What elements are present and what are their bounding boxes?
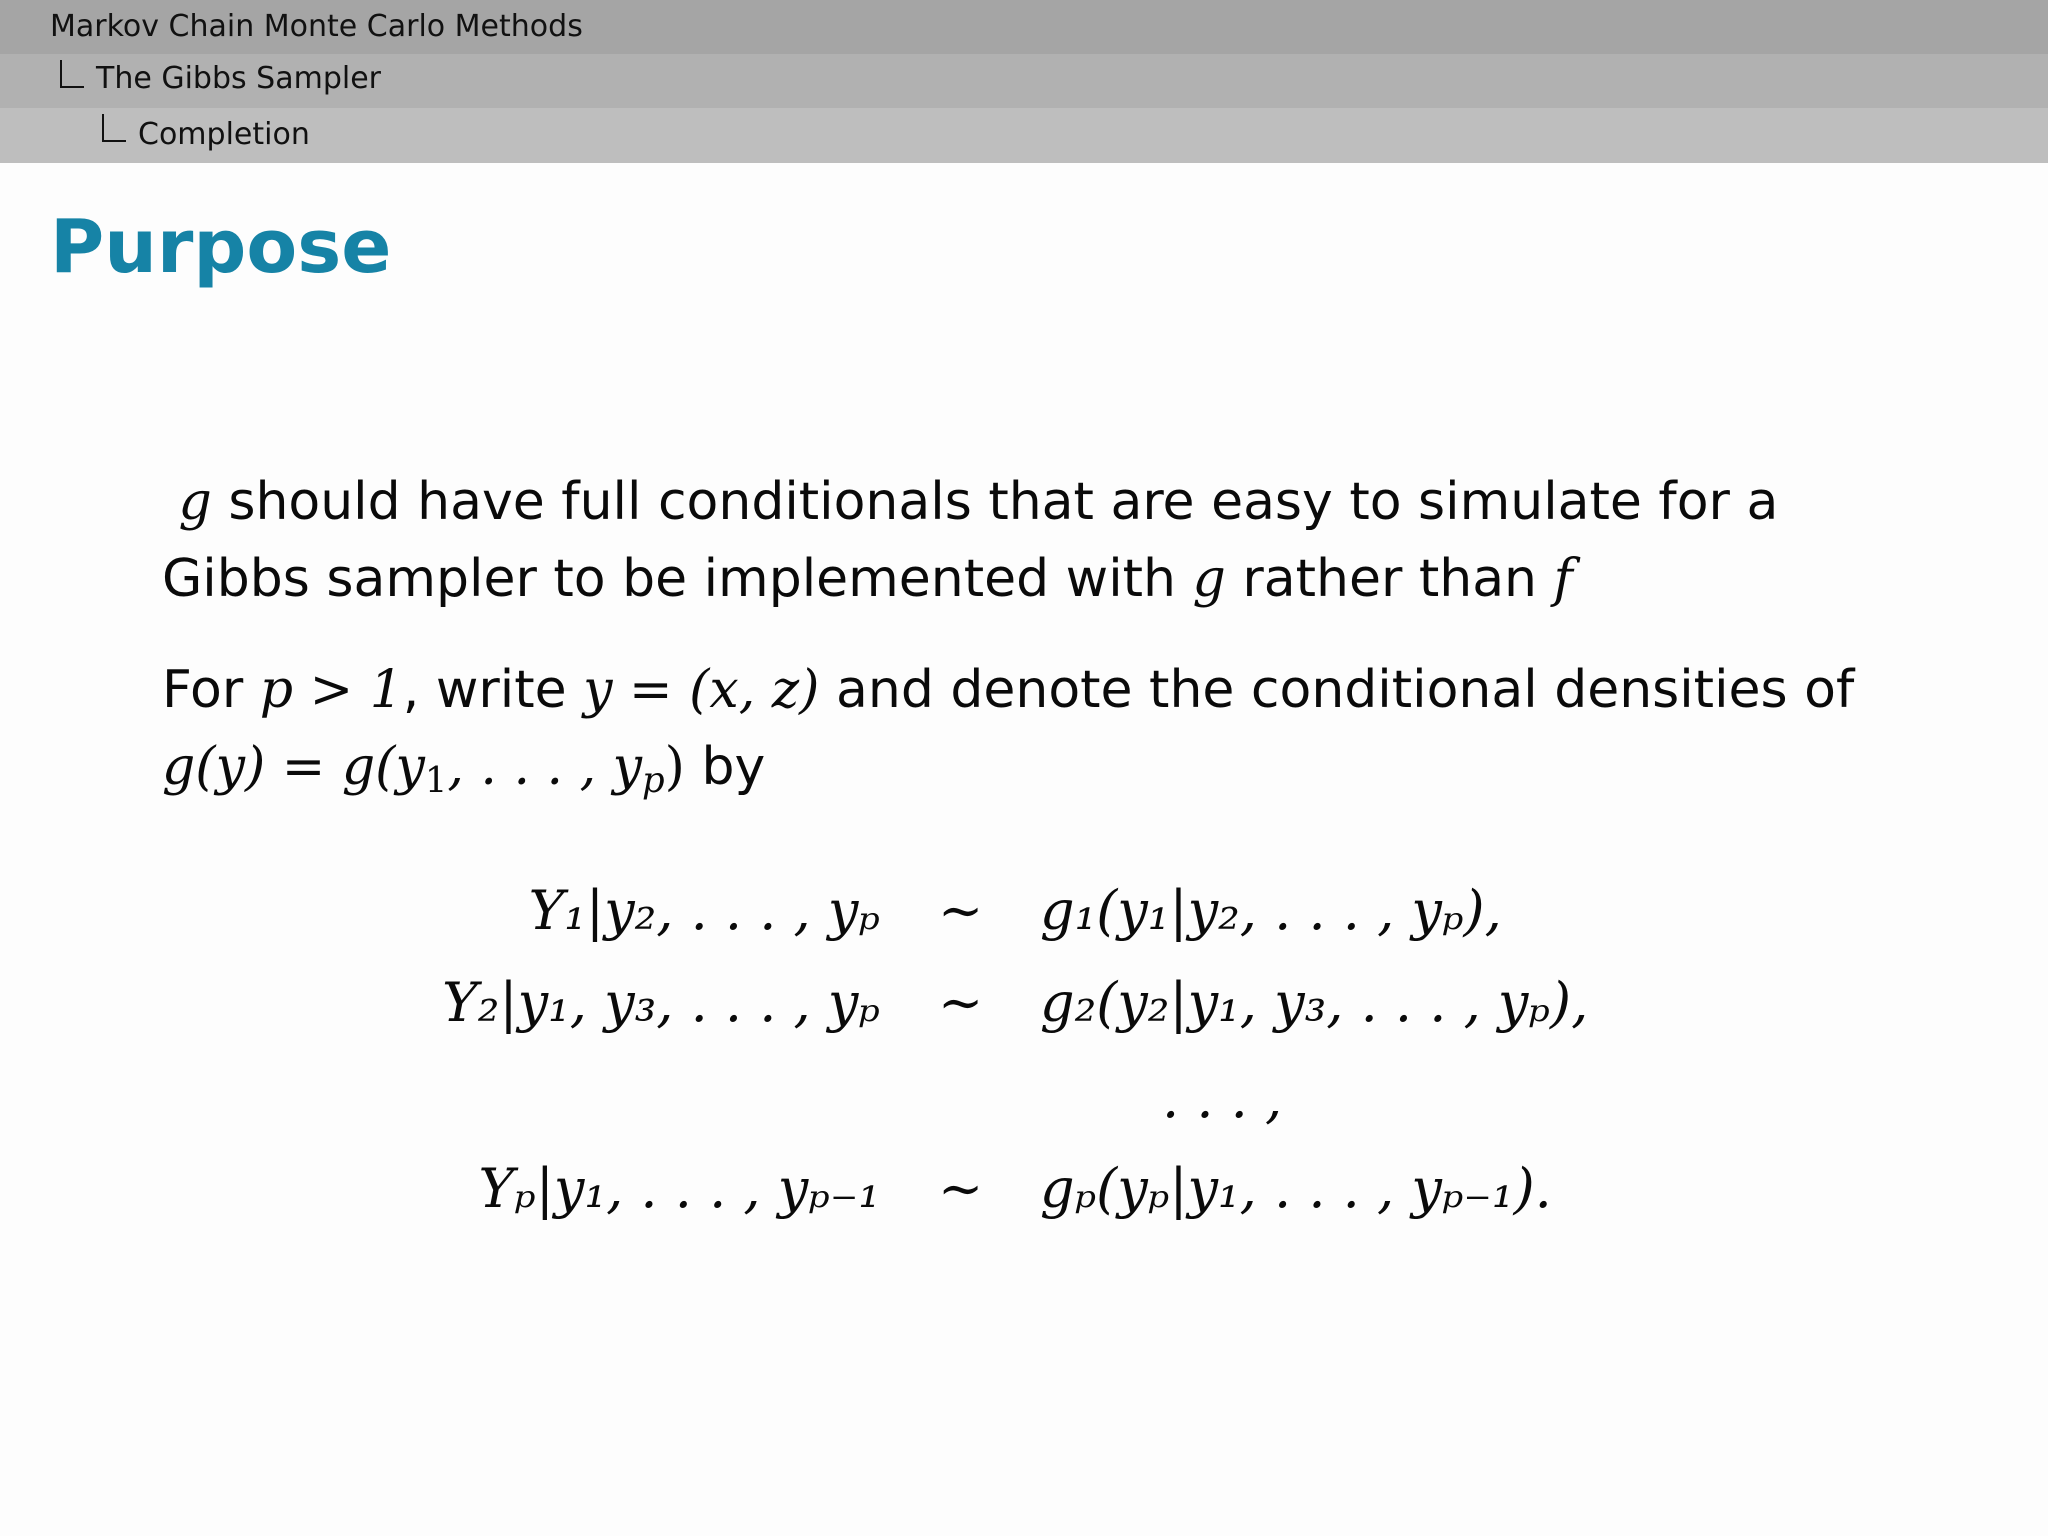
slide-title: Purpose bbox=[50, 204, 392, 290]
header-bar-subsection bbox=[0, 54, 2048, 108]
equation-row bbox=[0, 1064, 2048, 1134]
math-gy: g(y) = g(y bbox=[162, 737, 425, 797]
paragraph-purpose bbox=[162, 464, 1778, 618]
paragraph-line bbox=[162, 729, 1854, 806]
paragraph-line bbox=[162, 464, 1778, 541]
math-g: g bbox=[178, 472, 212, 532]
tree-branch-icon bbox=[60, 60, 84, 88]
header-subsection-title: The Gibbs Sampler bbox=[96, 61, 381, 96]
math-dots: , . . . , y bbox=[447, 737, 642, 797]
text-run: , write bbox=[402, 660, 584, 720]
equation-rhs: g₂(y₂|y₁, y₃, . . . , yₚ), bbox=[1040, 971, 1589, 1034]
text-run: For bbox=[162, 660, 260, 720]
math-y-def: y = (x, z) bbox=[583, 660, 820, 720]
tree-branch-icon bbox=[102, 114, 126, 142]
equation-relation: ∼ bbox=[938, 971, 984, 1034]
text-run: rather than bbox=[1225, 549, 1554, 609]
paragraph-line bbox=[162, 652, 1854, 729]
equation-relation: ∼ bbox=[938, 1157, 984, 1220]
equation-lhs: Yₚ|y₁, . . . , yₚ₋₁ bbox=[478, 1157, 880, 1220]
equation-rhs: g₁(y₁|y₂, . . . , yₚ), bbox=[1040, 879, 1502, 942]
text-run: and denote the conditional densities of bbox=[819, 660, 1855, 720]
math-subscript: p bbox=[642, 759, 665, 801]
equation-rhs: gₚ(yₚ|y₁, . . . , yₚ₋₁). bbox=[1040, 1157, 1552, 1220]
math-subscript: 1 bbox=[424, 759, 448, 801]
equation-rhs: . . . , bbox=[1162, 1067, 1283, 1130]
equation-row bbox=[0, 876, 2048, 946]
header-bar-section bbox=[0, 0, 2048, 54]
text-run: by bbox=[684, 737, 766, 797]
math-paren: ) bbox=[664, 737, 685, 797]
header-subsubsection-title: Completion bbox=[138, 117, 310, 152]
equation-lhs: Y₁|y₂, . . . , yₚ bbox=[528, 879, 880, 942]
paragraph-line bbox=[162, 541, 1778, 618]
header-bar-subsubsection bbox=[0, 108, 2048, 163]
equation-row bbox=[0, 968, 2048, 1038]
equation-row bbox=[0, 1154, 2048, 1224]
math-p-gt-1: p > 1 bbox=[259, 660, 403, 720]
equation-lhs: Y₂|y₁, y₃, . . . , yₚ bbox=[442, 971, 880, 1034]
equation-relation: ∼ bbox=[938, 879, 984, 942]
text-run: should have full conditionals that are easy to simulate for a bbox=[211, 472, 1779, 532]
text-run: Gibbs sampler to be implemented with bbox=[162, 549, 1193, 609]
paragraph-definition bbox=[162, 652, 1854, 806]
math-f: f bbox=[1553, 549, 1573, 609]
header-section-title: Markov Chain Monte Carlo Methods bbox=[50, 9, 583, 44]
math-g: g bbox=[1192, 549, 1226, 609]
